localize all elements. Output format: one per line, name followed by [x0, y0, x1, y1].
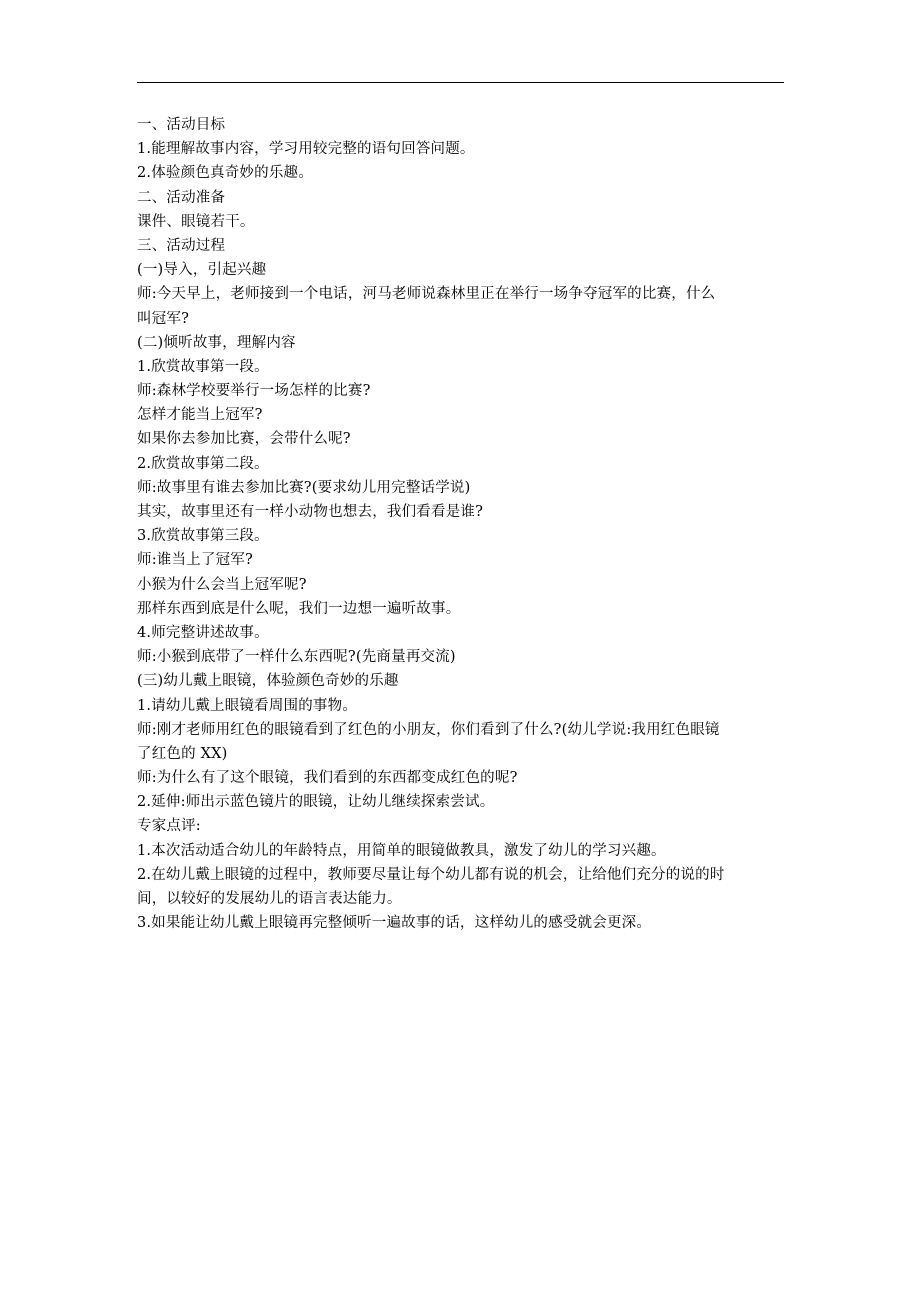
text-line: 2.延伸:师出示蓝色镜片的眼镜，让幼儿继续探索尝试。	[137, 794, 495, 811]
text-line: 1.欣赏故事第一段。	[137, 358, 269, 375]
section-heading-process: 三、活动过程	[137, 237, 226, 254]
text-line: 怎样才能当上冠军?	[137, 407, 263, 424]
text-line: 2.欣赏故事第二段。	[137, 455, 269, 472]
section-heading-goals: 一、活动目标	[137, 117, 226, 133]
text-line: 师:为什么有了这个眼镜，我们看到的东西都变成红色的呢?	[137, 770, 518, 787]
text-line: 间，以较好的发展幼儿的语言表达能力。	[137, 891, 402, 907]
subsection-heading: (一)导入，引起兴趣	[137, 262, 267, 279]
text-line: 2.体验颜色真奇妙的乐趣。	[137, 165, 313, 182]
text-line: 师:谁当上了冠军?	[137, 552, 253, 569]
text-line: 1.能理解故事内容，学习用较完整的语句回答问题。	[137, 141, 475, 158]
section-heading-review: 专家点评:	[137, 818, 201, 835]
header-rule	[137, 82, 784, 83]
text-line: 师:小猴到底带了一样什么东西呢?(先商量再交流)	[137, 649, 456, 666]
text-line: 了红色的 XX)	[137, 745, 228, 762]
text-line: 师:故事里有谁去参加比赛?(要求幼儿用完整话学说)	[137, 479, 471, 496]
text-line: 那样东西到底是什么呢，我们一边想一遍听故事。	[137, 600, 461, 617]
text-line: 小猴为什么会当上冠军呢?	[137, 576, 307, 593]
subsection-heading: (三)幼儿戴上眼镜，体验颜色奇妙的乐趣	[137, 673, 399, 690]
text-line: 课件、眼镜若干。	[137, 213, 255, 230]
text-line: 叫冠军?	[137, 310, 190, 327]
text-line: 师:今天早上，老师接到一个电话，河马老师说森林里正在举行一场争夺冠军的比赛，什么	[137, 286, 716, 303]
text-line: 3.欣赏故事第三段。	[137, 528, 269, 545]
text-line: 2.在幼儿戴上眼镜的过程中，教师要尽量让每个幼儿都有说的机会，让给他们充分的说的时	[137, 866, 725, 883]
text-line: 4.师完整讲述故事。	[137, 624, 269, 641]
text-line: 其实，故事里还有一样小动物也想去，我们看看是谁?	[137, 504, 484, 520]
text-line: 1.请幼儿戴上眼镜看周围的事物。	[137, 697, 358, 714]
text-line: 师:森林学校要举行一场怎样的比赛?	[137, 383, 371, 400]
subsection-heading: (二)倾听故事，理解内容	[137, 334, 296, 351]
text-line: 如果你去参加比赛，会带什么呢?	[137, 431, 351, 448]
document-body	[137, 113, 787, 935]
text-line: 师:刚才老师用红色的眼镜看到了红色的小朋友，你们看到了什么?(幼儿学说:我用红色眼镜	[137, 721, 720, 738]
section-heading-preparation: 二、活动准备	[137, 189, 226, 206]
text-line: 3.如果能让幼儿戴上眼镜再完整倾听一遍故事的话，这样幼儿的感受就会更深。	[137, 915, 652, 932]
text-line: 1.本次活动适合幼儿的年龄特点，用简单的眼镜做教具，激发了幼儿的学习兴趣。	[137, 842, 666, 859]
